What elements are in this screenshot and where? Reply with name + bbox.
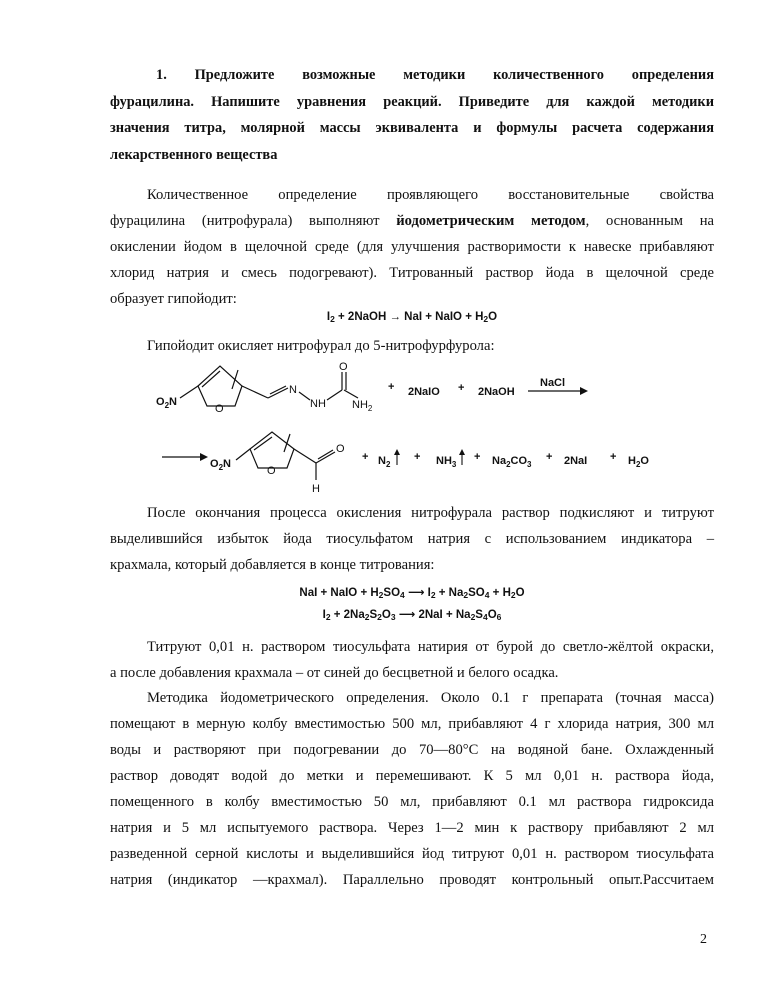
plus-sign: +	[474, 451, 481, 463]
method-name: йодометрическим методом	[396, 213, 586, 229]
nitrofurfural-structure	[210, 432, 345, 495]
intro-line-5: образует гипойодит:	[110, 291, 237, 307]
carbonyl-oxygen: O	[339, 361, 348, 373]
aldehyde-oxygen: O	[336, 443, 345, 455]
heading-line-4: лекарственного вещества	[110, 146, 278, 163]
intro-line-3: окислении йодом в щелочной среде (для улучшения растворимости к навеске прибавляют	[110, 239, 714, 255]
intro-line-2: фурацилина (нитрофурала) выполняют йодометрическим методом, основанным на	[110, 213, 714, 229]
plus-sign: +	[610, 451, 617, 463]
product-nai: 2NaI	[564, 455, 588, 467]
continuation-arrow-head	[200, 453, 208, 461]
intro-line-1: Количественное определение проявляющего восстановительные свойства	[147, 187, 714, 203]
intro-paragraph	[110, 182, 714, 312]
task-heading	[110, 62, 714, 168]
product-na2co3: $Na_2CO_3$	[492, 455, 532, 469]
method-line-3: воды и растворяют при подогревании до 70—80°С на водяной бане. Охлажденный	[110, 742, 714, 758]
catalyst-nacl: NaCl	[540, 377, 566, 389]
gas-arrow-head	[394, 449, 400, 455]
hypoiodite-paragraph	[110, 333, 714, 359]
heading-line-1: 1. Предложите возможные методики количественного определения	[156, 67, 714, 83]
gas-arrow-head	[459, 449, 465, 455]
aldehyde-hydrogen: H	[312, 483, 320, 495]
method-line-4: раствор доводят водой до метки и перемешивают. К 5 мл 0,01 н. раствора йода,	[110, 768, 714, 784]
method-line-5: помещенного в колбу вместимостью 50 мл, прибавляют 0.1 мл раствора гидроксида	[110, 794, 714, 810]
product-n2: $N_2$	[378, 455, 391, 469]
intro-line-4: хлорид натрия и смесь подогревают). Титрованный раствор йода в щелочной среде	[110, 265, 714, 281]
method-line-1: Методика йодометрического определения. Около 0.1 г препарата (точная масса)	[147, 690, 714, 706]
method-line-6: натрия и 5 мл испытуемого раствора. Через 1—2 мин к раствору прибавляют 2 мл	[110, 820, 714, 836]
reagent-naoh: 2NaOH	[478, 386, 515, 398]
after-oxidation-paragraph	[110, 500, 714, 578]
equation-acidification: NaI + NaIO + $H_2SO_4$ ⟶ $I_2 + Na_2SO_4 + H_2O$	[299, 587, 525, 600]
heading-line-2: фурацилина. Напишите уравнения реакций. Приведите для каждой методики	[110, 93, 714, 110]
nh-group: NH	[310, 398, 326, 410]
page-number: 2	[700, 932, 707, 947]
heading-line-3: значения титра, молярной массы эквивалента и формулы расчета содержания	[110, 120, 714, 136]
plus-sign: +	[414, 451, 421, 463]
reagent-naio: 2NaIO	[408, 386, 440, 398]
reaction-scheme	[140, 360, 660, 500]
plus-sign: +	[546, 451, 553, 463]
method-paragraph	[110, 685, 714, 893]
hypoiodite-sentence: Гипойодит окисляет нитрофурал до 5-нитрофурфурола:	[147, 338, 495, 354]
titration-line-2: а после добавления крахмала – от синей до бесцветной и белого осадка.	[110, 665, 559, 681]
reaction-arrow-head	[580, 387, 588, 395]
equation-iodine-naoh: $I_2$ + 2NaOH → NaI + NaIO + $H_2O$	[326, 311, 498, 324]
product-nitro-group: $O_2N$	[210, 458, 231, 472]
product-nh3: $NH_3$	[436, 455, 457, 469]
plus-sign: +	[458, 382, 465, 394]
equation-thiosulfate: $I_2 + 2Na_2S_2O_3$ ⟶ $2NaI + Na_2S_4O_6$	[322, 609, 502, 622]
titration-paragraph	[110, 634, 714, 686]
nitrofural-structure	[156, 361, 373, 415]
after-oxidation-line-1: После окончания процесса окисления нитрофурала раствор подкисляют и титруют	[147, 505, 714, 521]
after-oxidation-line-3: крахмала, который добавляется в конце титрования:	[110, 557, 435, 573]
method-line-2: помещают в мерную колбу вместимостью 500 мл, прибавляют 4 г хлорида натрия, 300 мл	[110, 716, 714, 732]
nitro-group-label: $O_2N$	[156, 396, 177, 410]
nh2-group: $NH_2$	[352, 399, 373, 413]
imine-nitrogen: N	[289, 384, 297, 396]
plus-sign: +	[362, 451, 369, 463]
after-oxidation-line-2: выделившийся избыток йода тиосульфатом натрия с использованием индикатора –	[110, 531, 714, 547]
titration-line-1: Титруют 0,01 н. раствором тиосульфата натирия от бурой до светло-жёлтой окраски,	[147, 639, 714, 655]
method-line-8: натрия (индикатор —крахмал). Параллельно проводят контрольный опыт.Рассчитаем	[110, 872, 714, 888]
product-h2o: $H_2O$	[628, 455, 649, 469]
method-line-7: разведенной серной кислоты и выделившийся йод титруют 0,01 н. раствором тиосульфата	[110, 846, 714, 862]
product-furan-oxygen: O	[267, 465, 276, 477]
plus-sign: +	[388, 381, 395, 393]
furan-oxygen: O	[215, 403, 224, 415]
